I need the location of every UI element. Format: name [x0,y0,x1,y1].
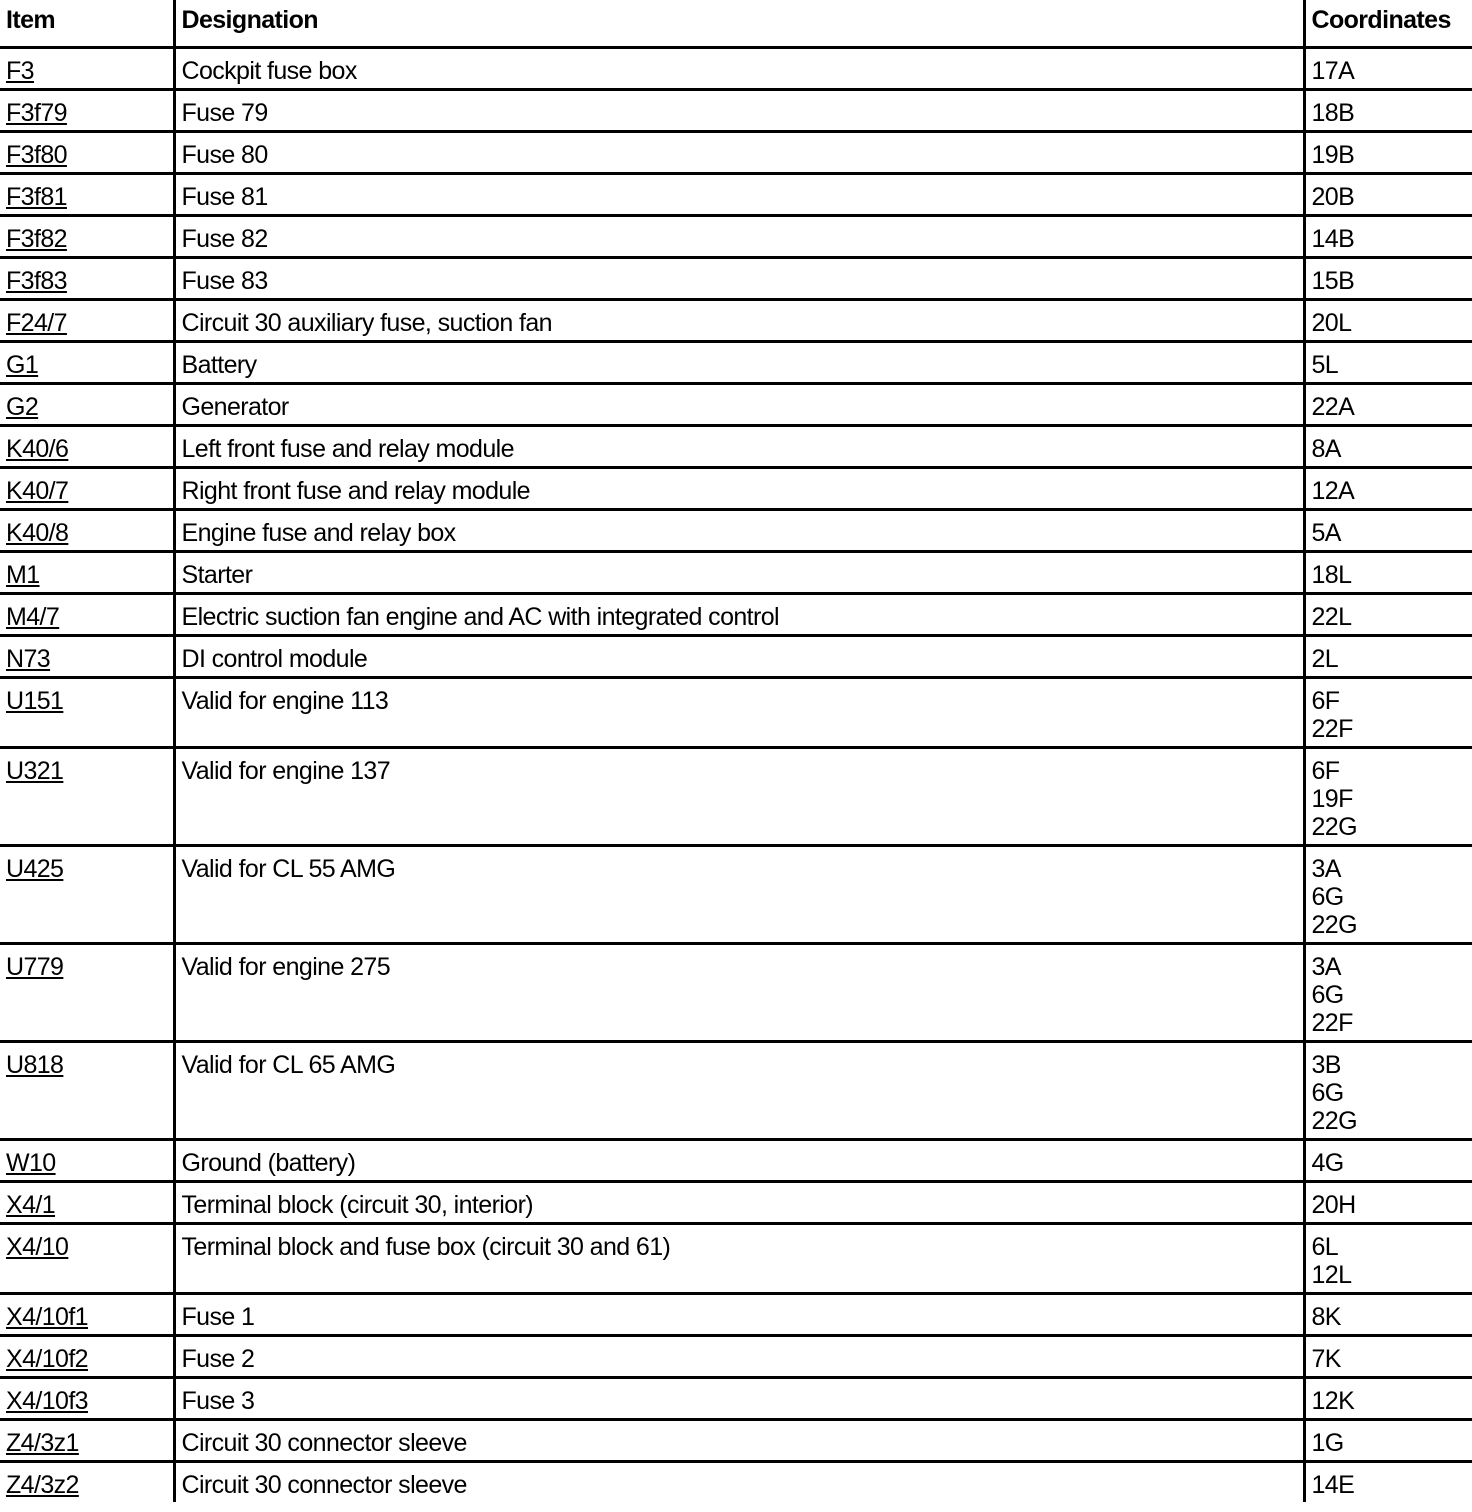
designation-cell: Circuit 30 connector sleeve [174,1420,1304,1462]
coordinate-value: 12K [1311,1387,1355,1415]
item-link[interactable]: N73 [6,645,51,673]
item-cell [0,846,174,944]
item-link[interactable]: M1 [6,561,40,589]
coordinates-cell [1304,1336,1472,1378]
table-row [0,678,1472,748]
item-link[interactable]: U779 [6,953,64,981]
item-link[interactable]: F24/7 [6,309,67,337]
item-link[interactable]: Z4/3z2 [6,1471,79,1499]
coordinate-value: 6G [1311,981,1344,1009]
coordinate-value: 6F [1311,687,1340,715]
designation-cell: Circuit 30 auxiliary fuse, suction fan [174,300,1304,342]
item-cell [0,468,174,510]
coordinates-cell [1304,510,1472,552]
coordinate-value: 22F [1311,1009,1353,1037]
table-row [0,1224,1472,1294]
coordinate-value: 12A [1311,477,1355,505]
coordinate-value: 19B [1311,141,1355,169]
table-row [0,1378,1472,1420]
designation-cell: Circuit 30 connector sleeve [174,1462,1304,1503]
item-link[interactable]: K40/7 [6,477,69,505]
item-cell [0,1042,174,1140]
designation-cell: Right front fuse and relay module [174,468,1304,510]
coordinate-value: 22G [1311,911,1357,939]
coordinates-cell [1304,1224,1472,1294]
item-link[interactable]: Z4/3z1 [6,1429,79,1457]
coordinates-cell [1304,1294,1472,1336]
table-row [0,468,1472,510]
designation-column-header: Designation [174,0,1304,48]
item-link[interactable]: U321 [6,757,64,785]
item-link[interactable]: X4/10f2 [6,1345,88,1373]
item-cell [0,1336,174,1378]
item-cell [0,258,174,300]
item-cell [0,1140,174,1182]
designation-cell: Engine fuse and relay box [174,510,1304,552]
coordinates-cell [1304,594,1472,636]
coordinates-cell [1304,1420,1472,1462]
coordinates-cell [1304,342,1472,384]
coordinate-value: 18B [1311,99,1355,127]
item-cell [0,384,174,426]
item-link[interactable]: U151 [6,687,64,715]
item-cell [0,1378,174,1420]
designation-cell: Valid for engine 275 [174,944,1304,1042]
coordinate-value: 7K [1311,1345,1341,1373]
item-cell [0,132,174,174]
coordinate-value: 19F [1311,785,1353,813]
coordinate-value: 20L [1311,309,1352,337]
table-row [0,510,1472,552]
coordinates-cell [1304,384,1472,426]
item-link[interactable]: G2 [6,393,39,421]
coordinate-value: 8A [1311,435,1341,463]
coordinate-value: 6G [1311,883,1344,911]
coordinates-cell [1304,48,1472,90]
coordinate-value: 15B [1311,267,1355,295]
coordinate-value: 12L [1311,1261,1352,1289]
coordinates-cell [1304,174,1472,216]
designation-cell: Valid for CL 65 AMG [174,1042,1304,1140]
coordinate-value: 6F [1311,757,1340,785]
table-row [0,1336,1472,1378]
coordinates-cell [1304,552,1472,594]
item-link[interactable]: F3f81 [6,183,67,211]
coordinates-cell [1304,1182,1472,1224]
designation-cell: Terminal block (circuit 30, interior) [174,1182,1304,1224]
table-row [0,174,1472,216]
item-cell [0,216,174,258]
designation-cell: Valid for engine 137 [174,748,1304,846]
designation-cell: Generator [174,384,1304,426]
item-link[interactable]: X4/10f1 [6,1303,88,1331]
coordinates-cell [1304,1042,1472,1140]
item-cell [0,594,174,636]
item-cell [0,748,174,846]
coordinates-cell [1304,468,1472,510]
coordinate-value: 20H [1311,1191,1356,1219]
table-row [0,216,1472,258]
item-cell [0,426,174,468]
designation-cell: Valid for CL 55 AMG [174,846,1304,944]
designation-cell: Fuse 83 [174,258,1304,300]
coordinate-value: 2L [1311,645,1339,673]
coordinate-value: 22A [1311,393,1355,421]
item-link[interactable]: M4/7 [6,603,60,631]
coordinate-value: 14B [1311,225,1355,253]
table-row [0,48,1472,90]
item-cell [0,1224,174,1294]
coordinates-cell [1304,1378,1472,1420]
coordinate-value: 3A [1311,953,1341,981]
item-cell [0,510,174,552]
designation-cell: Left front fuse and relay module [174,426,1304,468]
coordinates-cell [1304,944,1472,1042]
table-row [0,258,1472,300]
item-cell [0,90,174,132]
coordinates-cell [1304,258,1472,300]
designation-cell: Starter [174,552,1304,594]
coordinate-value: 18L [1311,561,1352,589]
table-row [0,748,1472,846]
designation-cell: Terminal block and fuse box (circuit 30 and 61) [174,1224,1304,1294]
coordinates-cell [1304,90,1472,132]
coordinate-value: 5A [1311,519,1341,547]
designation-cell: Cockpit fuse box [174,48,1304,90]
table-row [0,342,1472,384]
item-cell [0,1294,174,1336]
designation-cell: Fuse 81 [174,174,1304,216]
item-link[interactable]: F3f83 [6,267,67,295]
coordinate-value: 4G [1311,1149,1344,1177]
table-row [0,426,1472,468]
designation-cell: DI control module [174,636,1304,678]
item-cell [0,300,174,342]
table-row [0,1420,1472,1462]
table-row [0,846,1472,944]
table-row [0,1042,1472,1140]
coordinate-value: 14E [1311,1471,1355,1499]
item-link[interactable]: F3 [6,57,34,85]
coordinate-value: 6G [1311,1079,1344,1107]
designation-cell: Fuse 80 [174,132,1304,174]
designation-cell: Electric suction fan engine and AC with integrated control [174,594,1304,636]
item-link[interactable]: U425 [6,855,64,883]
table-row [0,1294,1472,1336]
table-row [0,300,1472,342]
item-link[interactable]: U818 [6,1051,64,1079]
coordinates-cell [1304,132,1472,174]
coordinate-value: 1G [1311,1429,1344,1457]
table-row [0,594,1472,636]
designation-cell: Fuse 82 [174,216,1304,258]
designation-cell: Fuse 2 [174,1336,1304,1378]
designation-cell: Valid for engine 113 [174,678,1304,748]
table-row [0,384,1472,426]
table-row [0,1182,1472,1224]
item-link[interactable]: K40/6 [6,435,69,463]
coordinate-value: 22L [1311,603,1352,631]
coordinates-cell [1304,678,1472,748]
coordinate-value: 3B [1311,1051,1341,1079]
designation-cell: Fuse 79 [174,90,1304,132]
coordinates-cell [1304,300,1472,342]
coordinates-cell [1304,1140,1472,1182]
item-cell [0,48,174,90]
item-link[interactable]: F3f82 [6,225,67,253]
coordinate-value: 6L [1311,1233,1339,1261]
coordinate-value: 22G [1311,1107,1357,1135]
item-link[interactable]: F3f80 [6,141,67,169]
coordinates-cell [1304,1462,1472,1503]
table-row [0,132,1472,174]
table-row [0,552,1472,594]
designation-cell: Fuse 3 [174,1378,1304,1420]
item-cell [0,678,174,748]
table-row [0,1462,1472,1503]
designation-cell: Ground (battery) [174,1140,1304,1182]
item-cell [0,552,174,594]
table-row [0,944,1472,1042]
designation-cell: Battery [174,342,1304,384]
coordinates-cell [1304,216,1472,258]
header-row [0,0,1472,48]
item-cell [0,636,174,678]
coordinates-cell [1304,636,1472,678]
item-link[interactable]: K40/8 [6,519,69,547]
coordinates-cell [1304,748,1472,846]
coordinate-value: 22G [1311,813,1357,841]
coordinate-value: 8K [1311,1303,1341,1331]
item-column-header: Item [0,0,174,48]
item-link[interactable]: X4/10 [6,1233,69,1261]
table-body [0,48,1472,1503]
item-link[interactable]: G1 [6,351,39,379]
item-cell [0,1182,174,1224]
coordinates-cell [1304,846,1472,944]
item-cell [0,342,174,384]
table-row [0,90,1472,132]
coordinate-value: 17A [1311,57,1355,85]
item-cell [0,944,174,1042]
item-cell [0,1420,174,1462]
coordinates-cell [1304,426,1472,468]
item-link[interactable]: X4/1 [6,1191,56,1219]
coordinates-column-header: Coordinates [1304,0,1472,48]
designation-cell: Fuse 1 [174,1294,1304,1336]
coordinate-value: 20B [1311,183,1355,211]
item-cell [0,174,174,216]
table-row [0,636,1472,678]
item-link[interactable]: X4/10f3 [6,1387,88,1415]
coordinate-value: 3A [1311,855,1341,883]
item-link[interactable]: W10 [6,1149,56,1177]
table-row [0,1140,1472,1182]
item-cell [0,1462,174,1503]
coordinate-value: 5L [1311,351,1339,379]
coordinate-value: 22F [1311,715,1353,743]
item-link[interactable]: F3f79 [6,99,67,127]
